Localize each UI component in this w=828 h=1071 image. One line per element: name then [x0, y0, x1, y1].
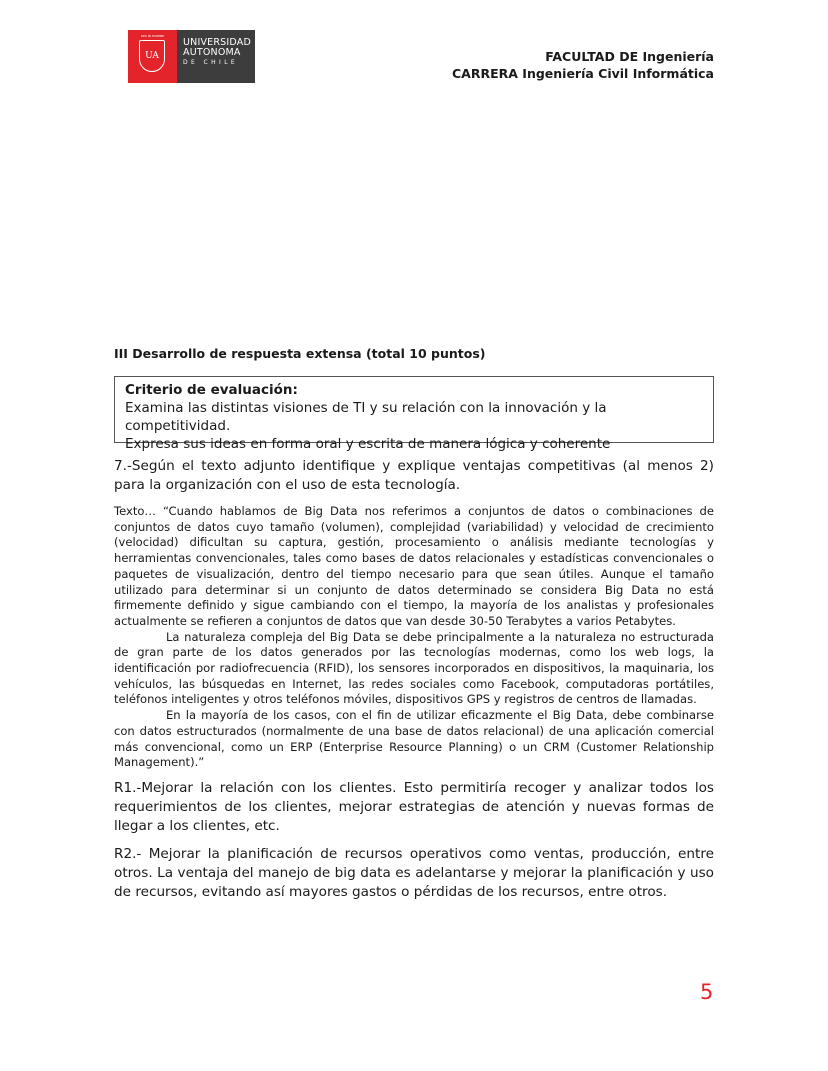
logo-motto: RES IN HOMINE: [140, 34, 165, 38]
faculty-label: FACULTAD DE Ingeniería: [545, 49, 714, 64]
logo-wordmark: [177, 30, 255, 83]
text-paragraph: Texto… “Cuando hablamos de Big Data nos referimos a conjuntos de datos o combinaciones de conjuntos de datos cuyo tamaño (volumen), complejidad (variabilidad) y velocidad de crecimiento (velocidad) dificultan su captura, gestión, procesamiento o análisis mediante tecnologías y herramientas convencionales, tales como bases de datos relacionales y estadísticas convencionales o paquetes de visualización, dentro del tiempo necesario para que sean útiles. Aunque el tamaño utilizado para determinar si un conjunto de datos determinado se considera Big Data no está firmemente definido y sigue cambiando con el tiempo, la mayoría de los analistas y profesionales actualmente se refieren a conjuntos de datos que van desde 30-50 Terabytes a varios Petabytes.: [114, 504, 714, 628]
section-title: III Desarrollo de respuesta extensa (total 10 puntos): [114, 346, 486, 361]
logo-line1: UNIVERSIDAD: [183, 37, 251, 48]
criteria-line: Examina las distintas visiones de TI y su relación con la innovación y la competitividad.: [125, 400, 607, 434]
answer-r2: R2.- Mejorar la planificación de recursos operativos como ventas, producción, entre otros. La ventaja del manejo de big data es adelantarse y mejorar la planificación y uso de recursos, evitando así mayores gastos o pérdidas de los recursos, entre otros.: [114, 846, 714, 900]
career-label: CARRERA Ingeniería Civil Informática: [452, 66, 714, 81]
logo-line3: DE CHILE: [183, 59, 239, 66]
logo-initials: UA: [145, 51, 159, 61]
logo-emblem: [128, 30, 177, 83]
answer-r1: R1.-Mejorar la relación con los clientes. Esto permitiría recoger y analizar todos los requerimientos de los clientes, mejorar estrategias de atención y nuevas formas de llegar a los clientes, etc.: [114, 780, 714, 834]
reference-text: [114, 504, 714, 771]
text-paragraph: En la mayoría de los casos, con el fin de utilizar eficazmente el Big Data, debe combinarse con datos estructurados (normalmente de una base de datos relacional) de una aplicación comercial más convencional, como un ERP (Enterprise Resource Planning) o un CRM (Customer Relationship Management).”: [114, 708, 714, 770]
shield-icon: [139, 40, 165, 72]
logo-line2: AUTONOMA: [183, 47, 241, 58]
university-logo: [128, 30, 255, 83]
criteria-title: Criterio de evaluación:: [125, 382, 298, 398]
page-header: [452, 48, 714, 82]
page-number: 5: [700, 980, 714, 1004]
criteria-line: Expresa sus ideas en forma oral y escrita de manera lógica y coherente: [125, 436, 611, 452]
question-7: 7.-Según el texto adjunto identifique y explique ventajas competitivas (al menos 2) para la organización con el uso de esta tecnología.: [114, 458, 714, 493]
criteria-box: [114, 376, 714, 452]
text-paragraph: La naturaleza compleja del Big Data se debe principalmente a la naturaleza no estructurada de gran parte de los datos generados por las tecnologías modernas, como los web logs, la identificación por radiofrecuencia (RFID), los sensores incorporados en dispositivos, la maquinaria, los vehículos, las búsquedas en Internet, las redes sociales como Facebook, computadoras portátiles, teléfonos inteligentes y otros teléfonos móviles, dispositivos GPS y registros de centros de llamadas.: [114, 629, 714, 707]
